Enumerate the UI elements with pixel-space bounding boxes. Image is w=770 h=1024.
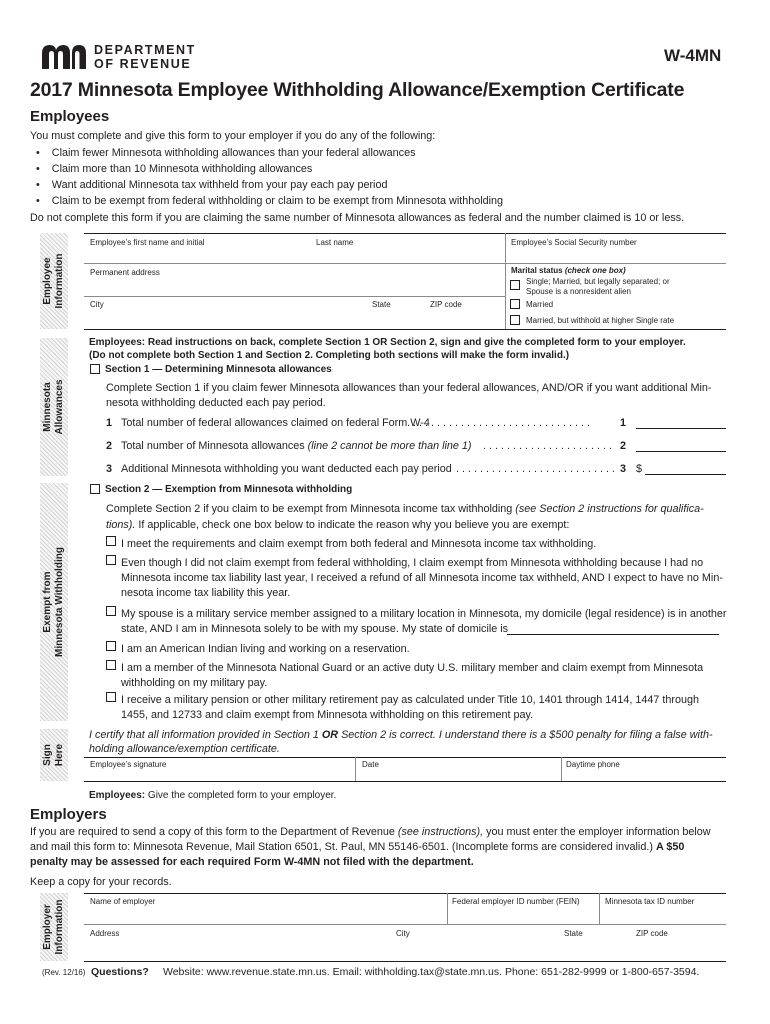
employer-zip-field[interactable]: ZIP code <box>636 929 668 938</box>
address-field[interactable]: Permanent address <box>90 268 160 277</box>
marital-married-label: Married <box>526 300 554 309</box>
dept-line-1: DEPARTMENT <box>94 43 196 57</box>
marital-higher-single-label: Married, but withhold at higher Single rate <box>526 316 675 325</box>
exempt-option-5-text-1: I am a member of the Minnesota National Guard or an active duty U.S. military member and claim exempt from Minnesota <box>121 662 704 674</box>
employer-address-field[interactable]: Address <box>90 929 120 938</box>
box-bottom-rule <box>84 329 726 330</box>
line1-number: 1 <box>106 417 113 429</box>
give-to-employer-note: Employees: Give the completed form to your employer. <box>89 790 337 801</box>
line1-input[interactable] <box>636 428 726 429</box>
exempt-option-1-text: I meet the requirements and claim exempt from both federal and Minnesota income tax withholding. <box>121 538 597 550</box>
instructions-line-2: (Do not complete both Section 1 and Section 2. Completing both sections will make the form invalid.) <box>89 350 570 361</box>
section1-text-2: nesota withholding deducted each pay period. <box>106 397 326 409</box>
line3-number-right: 3 <box>620 463 627 475</box>
questions-label: Questions? <box>91 966 149 978</box>
form-id: W-4MN <box>664 46 722 65</box>
exempt-option-2-checkbox[interactable] <box>106 555 116 565</box>
box-divider <box>505 233 506 329</box>
certify-text-2: holding allowance/exemption certificate. <box>89 743 280 755</box>
bullet-dot: • <box>36 179 40 191</box>
line3-row <box>106 463 452 475</box>
exempt-option-6-checkbox[interactable] <box>106 692 116 702</box>
dept-line-2: OF REVENUE <box>94 57 192 71</box>
exempt-option-3-checkbox[interactable] <box>106 606 116 616</box>
bullet-text: Claim more than 10 Minnesota withholding allowances <box>51 163 313 175</box>
marital-higher-single-checkbox[interactable] <box>510 315 520 325</box>
state-field[interactable]: State <box>372 300 391 309</box>
side-tab-employee-info <box>40 233 68 329</box>
line2-number-right: 2 <box>620 440 627 452</box>
line2-input[interactable] <box>636 451 726 452</box>
zip-field[interactable]: ZIP code <box>430 300 462 309</box>
side-tab-allowances <box>40 338 68 476</box>
employers-text-3: penalty may be assessed for each required Form W-4MN not filed with the department. <box>30 856 474 868</box>
line2-row <box>106 440 472 452</box>
side-tab-exempt <box>40 483 68 721</box>
daytime-phone-field[interactable]: Daytime phone <box>566 760 620 769</box>
side-tab-label: Employer Information <box>42 899 65 955</box>
marital-single-checkbox[interactable] <box>510 280 520 290</box>
exempt-option-3-text-1: My spouse is a military service member assigned to a military location in Minnesota, my domicile (legal residence) is in another <box>121 608 727 620</box>
mn-tax-id-field[interactable]: Minnesota tax ID number <box>605 897 695 906</box>
exempt-option-2-text-1: Even though I did not claim exempt from federal withholding, I claim exempt from Minnesota withholding because I had no <box>121 557 704 569</box>
exempt-option-6-text-2: 1455, and 12733 and claim exempt from Minnesota withholding on this retirement pay. <box>121 709 534 721</box>
bullet-2 <box>36 163 312 175</box>
exempt-option-2-text-3: nesota income tax liability this year. <box>121 587 291 599</box>
line1-text: Total number of federal allowances claimed on federal Form W-4 <box>121 417 430 429</box>
exempt-option-3-text-2: state, AND I am in Minnesota solely to be with my spouse. My state of domicile is <box>121 623 509 635</box>
revision-date: (Rev. 12/16) <box>42 968 86 977</box>
bullet-dot: • <box>36 147 40 159</box>
page-title: 2017 Minnesota Employee Withholding Allowance/Exemption Certificate <box>30 79 685 101</box>
contact-info: Website: www.revenue.state.mn.us. Email: withholding.tax@state.mn.us. Phone: 651-282-9999 or 1-800-657-3594. <box>163 966 700 978</box>
exempt-option-5-text-2: withholding on my military pay. <box>121 677 268 689</box>
last-name-field[interactable]: Last name <box>316 238 354 247</box>
section2-intro-1: Complete Section 2 if you claim to be exempt from Minnesota income tax withholding (see Section 2 instructions for qualifica- <box>106 503 704 515</box>
exempt-option-4-text: I am an American Indian living and working on a reservation. <box>121 643 410 655</box>
employer-city-field[interactable]: City <box>396 929 410 938</box>
bullet-text: Claim fewer Minnesota withholding allowances than your federal allowances <box>51 147 416 159</box>
side-tab-label: Minnesota Allowances <box>42 379 65 435</box>
city-field[interactable]: City <box>90 300 104 309</box>
keep-copy-note: Keep a copy for your records. <box>30 876 172 888</box>
certify-text-1: I certify that all information provided in Section 1 OR Section 2 is correct. I understand there is a $500 penalty for filing a false with- <box>89 729 713 741</box>
sign-box-bottom-rule <box>84 781 726 782</box>
bullet-1 <box>36 147 415 159</box>
section2-checkbox[interactable] <box>90 484 100 494</box>
line3-dollar: $ <box>636 463 643 475</box>
side-tab-label: Exempt from Minnesota Withholding <box>42 547 65 657</box>
box-rule <box>84 263 726 264</box>
side-tab-sign-here <box>40 729 68 781</box>
fein-field[interactable]: Federal employer ID number (FEIN) <box>452 897 580 906</box>
section1-text-1: Complete Section 1 if you claim fewer Minnesota allowances than your federal allowances, AND/OR if you want additional Min- <box>106 382 712 394</box>
line1-dots: . . . . . . . . . . . . . . . . . . . . . . . . . . . . . . . <box>407 417 590 429</box>
employers-text-1: If you are required to send a copy of this form to the Department of Revenue (see instructions), you must enter the employer information below <box>30 826 711 838</box>
box-top-rule <box>84 233 726 234</box>
employer-state-field[interactable]: State <box>564 929 583 938</box>
line2-note: (line 2 cannot be more than line 1) <box>307 440 472 452</box>
bullet-text: Want additional Minnesota tax withheld from your pay each pay period <box>51 179 388 191</box>
side-tab-label: Employee Information <box>42 253 65 309</box>
marital-single-label: Single; Married, but legally separated; or <box>526 277 670 286</box>
line1-row <box>106 417 430 429</box>
instructions-line-1: Employees: Read instructions on back, complete Section 1 OR Section 2, sign and give the completed form to your employer. <box>89 337 686 348</box>
exempt-option-5-checkbox[interactable] <box>106 660 116 670</box>
bullet-3 <box>36 179 387 191</box>
line2-number: 2 <box>106 440 113 452</box>
section2-title: Section 2 — Exemption from Minnesota withholding <box>105 484 353 495</box>
marital-status-label: Marital status (check one box) <box>511 266 626 275</box>
side-tab-employer-info <box>40 893 68 961</box>
line1-number-right: 1 <box>620 417 627 429</box>
line3-dots: . . . . . . . . . . . . . . . . . . . . . . . . . . . <box>456 463 615 475</box>
first-name-field[interactable]: Employee’s first name and initial <box>90 238 205 247</box>
side-tab-label: Sign Here <box>42 743 65 767</box>
employer-box-bottom-rule <box>84 961 726 962</box>
employer-name-field[interactable]: Name of employer <box>90 897 156 906</box>
bullet-dot: • <box>36 163 40 175</box>
employees-lead: You must complete and give this form to your employer if you do any of the following: <box>30 130 436 142</box>
line2-text: Total number of Minnesota allowances <box>121 440 305 452</box>
line3-text: Additional Minnesota withholding you want deducted each pay period <box>121 463 452 475</box>
employee-signature-field[interactable]: Employee’s signature <box>90 760 167 769</box>
line2-dots: . . . . . . . . . . . . . . . . . . . . . . <box>483 440 612 452</box>
marital-married-checkbox[interactable] <box>510 299 520 309</box>
section1-title: Section 1 — Determining Minnesota allowances <box>105 364 332 375</box>
section2-intro-2: tions). If applicable, check one box below to indicate the reason why you believe you are exempt: <box>106 519 570 531</box>
employers-text-2: and mail this form to: Minnesota Revenue, Mail Station 6501, St. Paul, MN 55146-6501. (Incomplete forms are considered invalid.) A $50 <box>30 841 685 853</box>
line3-number: 3 <box>106 463 113 475</box>
exempt-option-6-text-1: I receive a military pension or other military retirement pay as calculated under Title 10, 1401 through 1414, 1447 through <box>121 694 699 706</box>
bullet-4 <box>36 195 503 207</box>
employees-heading: Employees <box>30 108 110 125</box>
mn-logo-icon <box>42 43 86 69</box>
line3-input[interactable] <box>645 474 726 475</box>
exempt-option-2-text-2: Minnesota income tax liability last year, I received a refund of all Minnesota income tax withheld, AND I expect to have no Min- <box>121 572 723 584</box>
date-field[interactable]: Date <box>362 760 379 769</box>
marital-single-label-2: Spouse is a nonresident alien <box>526 287 631 296</box>
section1-checkbox[interactable] <box>90 364 100 374</box>
exempt-option-1-checkbox[interactable] <box>106 536 116 546</box>
employees-note: Do not complete this form if you are claiming the same number of Minnesota allowances as federal and the number claimed is 10 or less. <box>30 212 685 224</box>
ssn-field[interactable]: Employee’s Social Security number <box>511 238 637 247</box>
logo <box>42 41 212 71</box>
employers-heading: Employers <box>30 806 107 823</box>
bullet-dot: • <box>36 195 40 207</box>
bullet-text: Claim to be exempt from federal withholding or claim to be exempt from Minnesota withholding <box>51 195 504 207</box>
state-of-domicile-input[interactable] <box>507 634 719 635</box>
exempt-option-4-checkbox[interactable] <box>106 641 116 651</box>
